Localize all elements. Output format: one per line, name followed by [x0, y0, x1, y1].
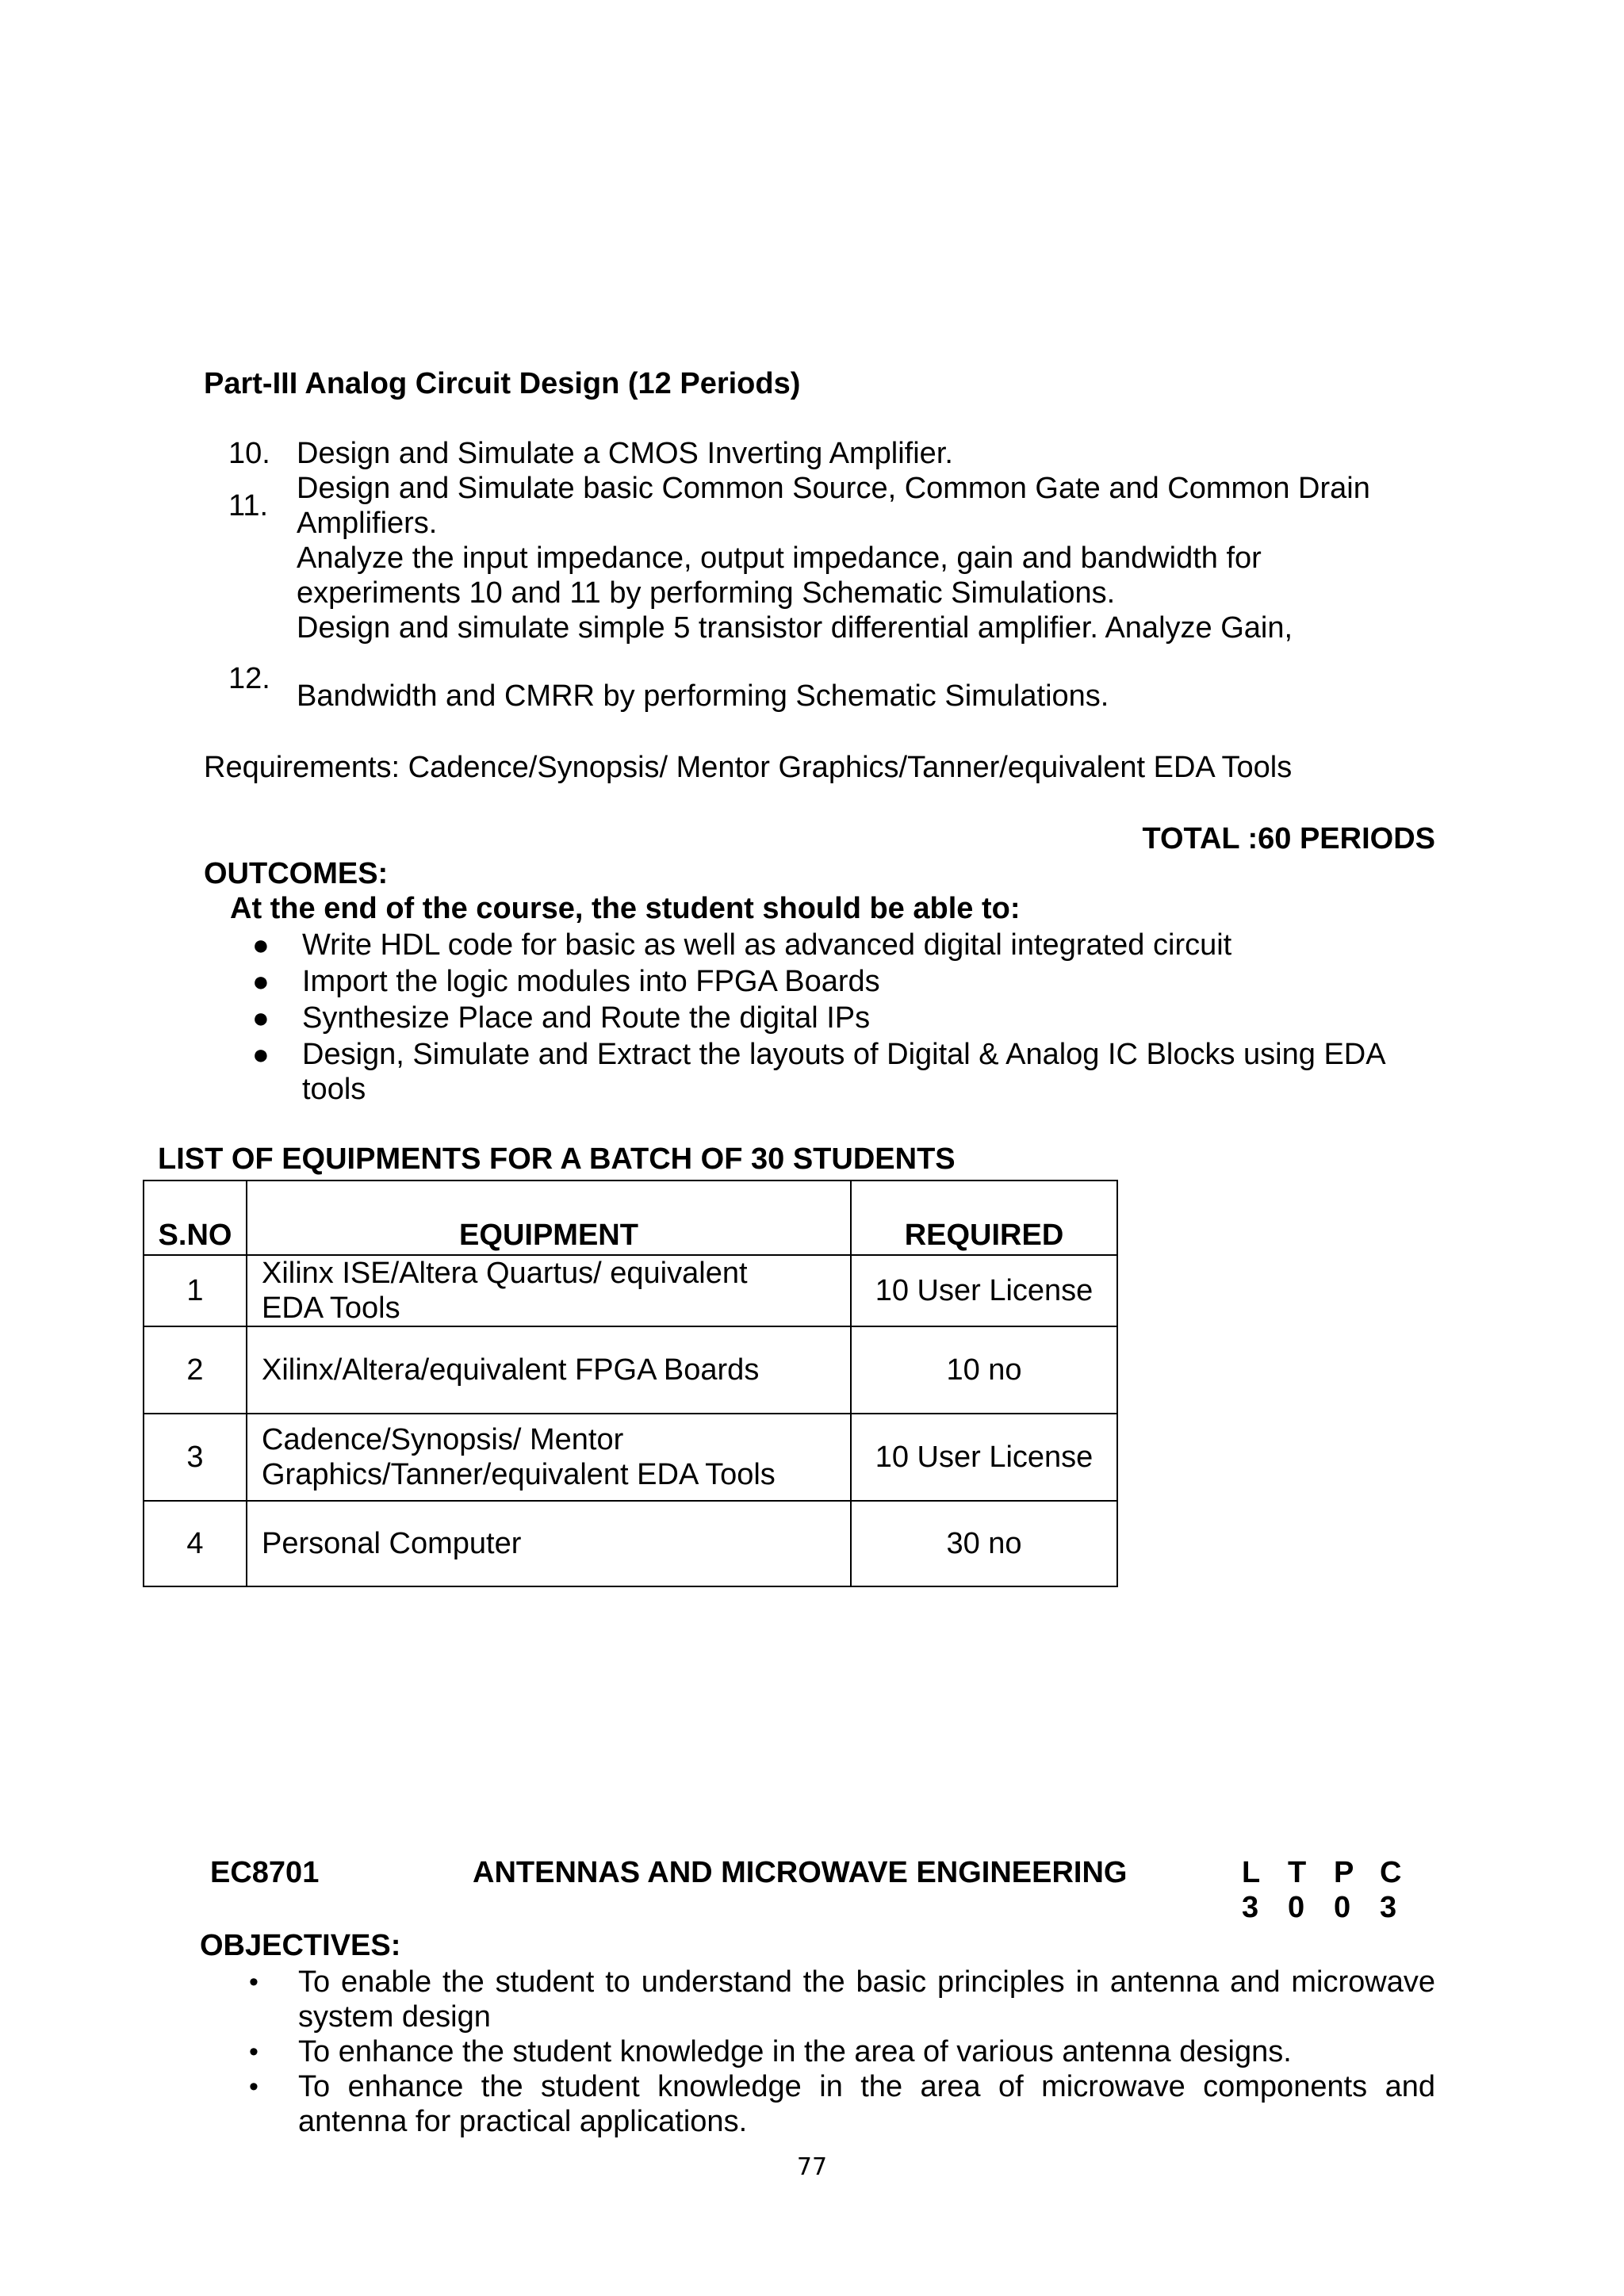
cell-line: Xilinx ISE/Altera Quartus/ equivalent [262, 1257, 748, 1290]
bullet-icon: ● [252, 928, 270, 961]
table-cell: 10 no [851, 1326, 1117, 1414]
table-cell [247, 1501, 851, 1586]
bullet-icon: • [249, 2037, 259, 2067]
cell-line: EDA Tools [262, 1292, 400, 1325]
ltpc-value: 3 [1380, 1891, 1397, 1924]
table-cell: 30 no [851, 1501, 1117, 1586]
list-item: Design, Simulate and Extract the layouts of Digital & Analog IC Blocks using EDA [302, 1038, 1386, 1071]
list-item: experiments 10 and 11 by performing Schematic Simulations. [297, 576, 1116, 610]
table-row [144, 1414, 1117, 1501]
bullet-icon: • [249, 2072, 259, 2102]
ltpc-label: L [1242, 1856, 1261, 1889]
cell-line: Xilinx/Altera/equivalent FPGA Boards [262, 1353, 760, 1387]
column-header: S.NO [144, 1181, 247, 1255]
bullet-icon: • [249, 1967, 259, 1997]
course-title: ANTENNAS AND MICROWAVE ENGINEERING [473, 1856, 1128, 1889]
cell-line: Personal Computer [262, 1527, 522, 1560]
ltpc-labels [1242, 1855, 1426, 1890]
table-cell: 10 User License [851, 1255, 1117, 1326]
ltpc-label: T [1288, 1856, 1307, 1889]
ltpc-value: 3 [1242, 1891, 1259, 1924]
list-item: To enhance the student knowledge in the area of various antenna designs. [298, 2035, 1292, 2068]
list-item: Analyze the input impedance, output impedance, gain and bandwidth for [297, 541, 1262, 575]
bullet-icon: ● [252, 965, 270, 997]
list-item: Design and Simulate a CMOS Inverting Amplifier. [297, 437, 953, 470]
list-item: Synthesize Place and Route the digital IPs [302, 1001, 871, 1035]
ltpc-values [1242, 1890, 1426, 1925]
item-number: 10. [228, 437, 270, 470]
requirements: Requirements: Cadence/Synopsis/ Mentor Graphics/Tanner/equivalent EDA Tools [204, 751, 1293, 784]
list-item: Bandwidth and CMRR by performing Schematic Simulations. [297, 679, 1109, 713]
ltpc-label: P [1334, 1856, 1354, 1889]
bullet-icon: ● [252, 1038, 270, 1070]
table-cell [247, 1255, 851, 1326]
table-header-row [144, 1181, 1117, 1255]
table-row [144, 1326, 1117, 1414]
cell-line: Cadence/Synopsis/ Mentor [262, 1423, 624, 1456]
item-number: 11. [228, 489, 269, 522]
total-periods: TOTAL :60 PERIODS [1142, 822, 1435, 855]
table-row [144, 1501, 1117, 1586]
part3-heading: Part-III Analog Circuit Design (12 Periods) [204, 367, 801, 400]
list-item: Design and simulate simple 5 transistor differential amplifier. Analyze Gain, [297, 611, 1293, 645]
list-item: Import the logic modules into FPGA Boards [302, 965, 880, 998]
list-item: Design and Simulate basic Common Source, Common Gate and Common Drain [297, 472, 1370, 505]
column-header: REQUIRED [851, 1181, 1117, 1255]
table-cell [247, 1326, 851, 1414]
outcomes-heading: OUTCOMES: [204, 857, 389, 890]
table-cell [247, 1414, 851, 1501]
objectives-heading: OBJECTIVES: [200, 1929, 401, 1962]
list-item: tools [302, 1073, 366, 1106]
table-cell: 1 [144, 1255, 247, 1326]
list-item: Write HDL code for basic as well as advanced digital integrated circuit [302, 928, 1232, 962]
table-cell: 4 [144, 1501, 247, 1586]
equipment-heading: LIST OF EQUIPMENTS FOR A BATCH OF 30 STUDENTS [158, 1142, 956, 1176]
table-row [144, 1255, 1117, 1326]
outcomes-intro: At the end of the course, the student should be able to: [230, 892, 1021, 925]
page-number: 77 [796, 2153, 828, 2181]
bullet-icon: ● [252, 1001, 270, 1034]
list-item: To enable the student to understand the basic principles in antenna and microwave system design [298, 1965, 1435, 2034]
item-number: 12. [228, 662, 270, 695]
table-cell: 2 [144, 1326, 247, 1414]
ltpc-value: 0 [1288, 1891, 1305, 1924]
ltpc-label: C [1380, 1856, 1402, 1889]
course-code: EC8701 [210, 1856, 320, 1889]
column-header: EQUIPMENT [247, 1181, 851, 1255]
table-cell: 3 [144, 1414, 247, 1501]
table-cell: 10 User License [851, 1414, 1117, 1501]
list-item: To enhance the student knowledge in the area of microwave components and antenna for practical applications. [298, 2070, 1435, 2138]
cell-line: Graphics/Tanner/equivalent EDA Tools [262, 1458, 776, 1491]
list-item: Amplifiers. [297, 507, 438, 540]
ltpc-value: 0 [1334, 1891, 1351, 1924]
equipment-table [143, 1180, 1118, 1587]
